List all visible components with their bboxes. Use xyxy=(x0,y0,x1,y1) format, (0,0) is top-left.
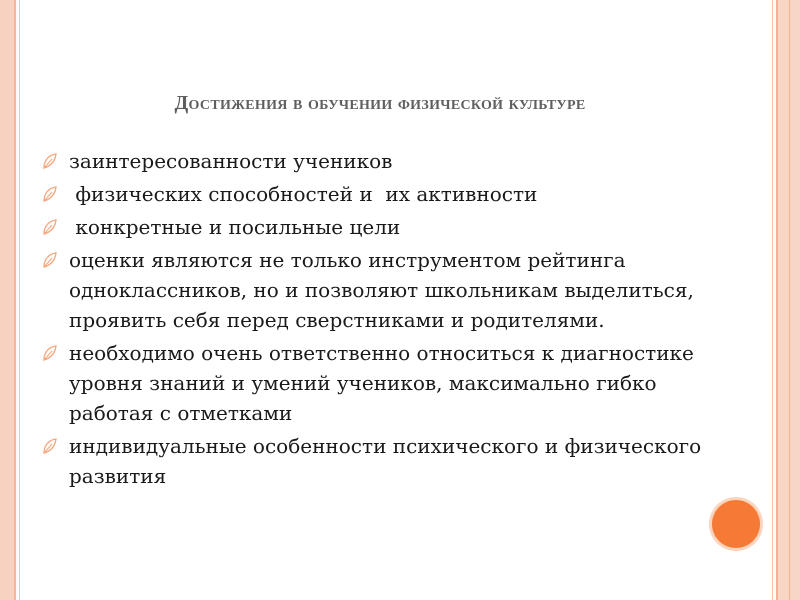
leaf-bullet-icon xyxy=(42,437,58,455)
list-item-text: необходимо очень ответственно относиться к диагностике уровня знаний и умений учеников, максимально гибко работая с отметками xyxy=(69,341,694,425)
list-item xyxy=(42,431,722,491)
left-border-thin-line xyxy=(19,0,20,600)
left-decorative-border xyxy=(0,0,14,600)
leaf-bullet-icon xyxy=(42,152,58,170)
list-item xyxy=(42,212,722,242)
leaf-bullet-icon xyxy=(42,251,58,269)
list-item-text: оценки являются не только инструментом рейтинга одноклассников, но и позволяют школьникам выделиться, проявить себя перед сверстниками и родителями. xyxy=(69,248,694,332)
leaf-bullet-icon xyxy=(42,344,58,362)
list-item-text: физических способностей и их активности xyxy=(69,182,538,206)
bullet-list xyxy=(42,146,722,494)
list-item-text: конкретные и посильные цели xyxy=(69,215,401,239)
left-border-line xyxy=(14,0,16,600)
leaf-bullet-icon xyxy=(42,185,58,203)
right-border-inner-line xyxy=(789,0,790,600)
slide-title: Достижения в обучении физической культуре xyxy=(174,92,586,114)
right-border-thin-line xyxy=(772,0,773,600)
list-item xyxy=(42,245,722,335)
leaf-bullet-icon xyxy=(42,218,58,236)
list-item xyxy=(42,146,722,176)
list-item xyxy=(42,179,722,209)
list-item-text: заинтересованности учеников xyxy=(69,149,393,173)
decorative-circle xyxy=(712,500,760,548)
list-item-text: индивидуальные особенности психического и физического развития xyxy=(69,434,702,488)
list-item xyxy=(42,338,722,428)
